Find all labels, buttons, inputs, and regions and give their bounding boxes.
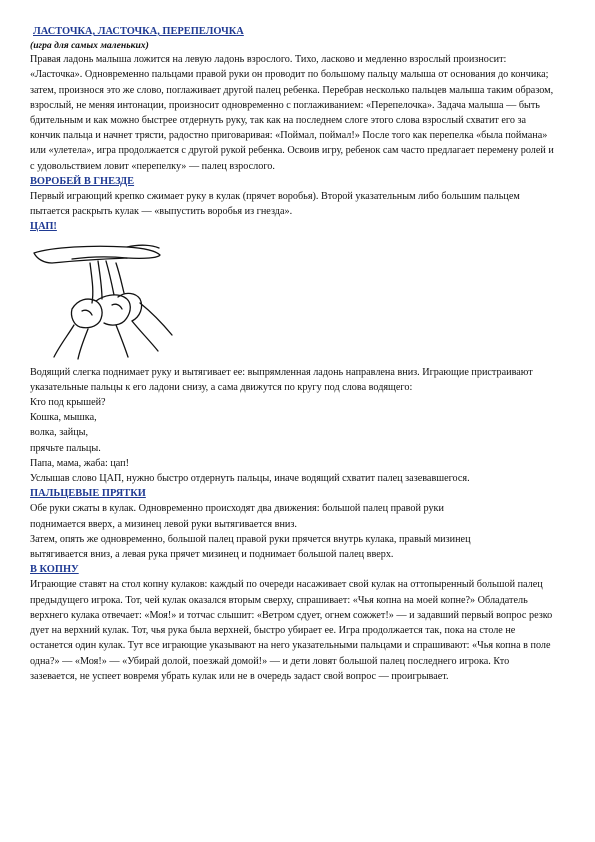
- document-page: [30, 24, 558, 684]
- hands-illustration: [32, 239, 177, 361]
- verse-line: волка, зайцы,: [30, 427, 89, 439]
- section-title-vorobey: ВОРОБЕЙ В ГНЕЗДЕ: [30, 175, 135, 187]
- text-line: Обе руки сжаты в кулак. Одновременно происходят два движения: большой палец правой руки: [30, 503, 444, 515]
- paragraph-kopna: Играющие ставят на стол копну кулаков: каждый по очереди насаживает свой кулак на оттопыренный большой палец предыдущего игрока. Тот, чей кулак оказался вторым сверху, спрашивает: «Чья копна на моей копне?» Обладатель верхнего кулака отвечает: «Моя!» и тотчас слышит: «Ветром сдует, огнем сожжет!» — и задавший первый вопрос резко дует на верхний кулак. Тот, чья рука была верхней, быстро убирает ее. Игра продолжается так, пока на столе не останется один кулак. Тут все играющие указывают на него указательными пальцами и спрашивают: «Чья копна в поле одна?» — «Моя!» — «Убирай долой, поезжай домой!» — и дети ловят большой палец последнего игрока. Кто зазевается, не успеет вовремя убрать кулак или не в очередь задаст свой вопрос — проигрывает.: [30, 579, 553, 682]
- paragraph-tsap: Водящий слегка поднимает руку и вытягивает ее: выпрямленная ладонь направлена вниз. Играющие пристраивают указательные пальцы к его ладони снизу, а сама движутся по кругу под слова водящего:: [30, 366, 533, 393]
- section-title-pryatki: ПАЛЬЦЕВЫЕ ПРЯТКИ: [30, 488, 146, 500]
- paragraph-lastochka: Правая ладонь малыша ложится на левую ладонь взрослого. Тихо, ласково и медленно взрослый произносит: «Ласточка». Одновременно пальцами правой руки он проводит по большому пальцу малыша от основания до кончика; затем, произнося это же слово, поглаживает другой палец ребенка. Перебрав несколько пальцев малыша таким образом, взрослый, не меняя интонации, произносит одновременно с поглаживанием: «Перепелочка». Задача малыша — быть бдительным и как можно быстрее отдернуть руку, так как на последнем слоге этого слова взрослый схватит его за кончик пальца и начнет трясти, радостно приговаривая: «Поймал, поймал!» После того как перепелка «была поймана» или «улетела», игра продолжается с другой рукой ребенка. Освоив игру, ребенок сам часто предлагает перемену ролей и с удовольствием ловит «перепелку» — палец взрослого.: [30, 54, 554, 172]
- verse-line: прячьте пальцы.: [30, 442, 101, 454]
- text-line: поднимается вверх, а мизинец левой руки вытягивается вниз.: [30, 518, 297, 530]
- text-line: Затем, опять же одновременно, большой палец правой руки прячется внутрь кулака, правый мизинец: [30, 533, 471, 545]
- section-title-tsap: ЦАП!: [30, 221, 57, 233]
- verse-block: [30, 395, 558, 471]
- section-title-kopna: В КОПНУ: [30, 564, 79, 576]
- section-subtitle: (игра для самых маленьких): [30, 40, 149, 52]
- verse-line: Кошка, мышка,: [30, 412, 97, 424]
- verse-line: Папа, мама, жаба: цап!: [30, 457, 130, 469]
- paragraph-pryatki: [30, 501, 558, 562]
- paragraph-tsap-after: Услышав слово ЦАП, нужно быстро отдернуть пальцы, иначе водящий схватит палец зазевавшегося.: [30, 473, 470, 485]
- paragraph-vorobey: Первый играющий крепко сжимает руку в кулак (прячет воробья). Второй указательным либо большим пальцем пытается раскрыть кулак — «выпустить воробья из гнезда».: [30, 191, 520, 218]
- verse-line: Кто под крышей?: [30, 397, 106, 409]
- section-title-lastochka: ЛАСТОЧКА, ЛАСТОЧКА, ПЕРЕПЕЛОЧКА: [33, 26, 244, 37]
- text-line: вытягивается вниз, а левая рука прячет мизинец и поднимает большой палец вверх.: [30, 549, 394, 561]
